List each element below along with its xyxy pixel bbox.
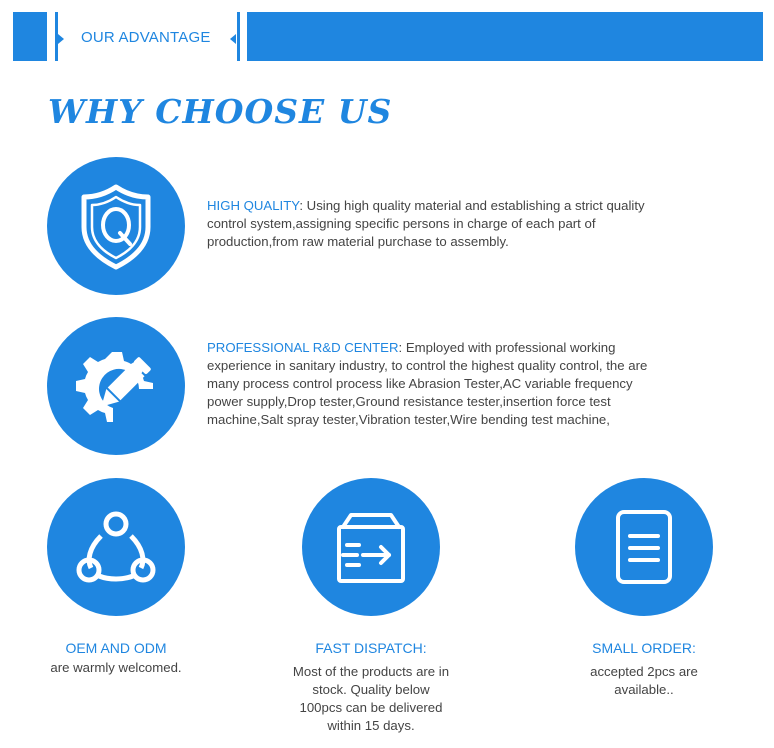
column-icon-circle	[47, 478, 185, 616]
gear-pencil-icon	[74, 344, 158, 428]
feature-icon-circle	[47, 317, 185, 455]
feature-description: : Using high quality material and establishing a strict quality control system,assigning specific persons in charge of each part of production,from raw material purchase to assembly.	[207, 198, 645, 249]
column-description: accepted 2pcs are available..	[590, 664, 698, 697]
banner-arrow-left	[230, 34, 236, 44]
feature-description: : Employed with professional working experience in sanitary industry, to control the highest quality control, the are many process control process like Abrasion Tester,AC variable frequency power supply,Drop tester,Ground resistance tester,insertion force test machine,Salt spray tester,Vibration tester,Wire bending test machine,	[207, 340, 648, 427]
column-title: FAST DISPATCH:	[315, 640, 427, 656]
banner-left-block	[13, 12, 47, 61]
page-title: WHY CHOOSE US	[48, 92, 393, 131]
column-icon-circle	[302, 478, 440, 616]
column-title: OEM AND ODM	[65, 640, 167, 656]
column-description: Most of the products are in stock. Quality below 100pcs can be delivered within 15 days.	[292, 664, 450, 733]
column-icon-circle	[575, 478, 713, 616]
feature-title: HIGH QUALITY	[207, 198, 300, 213]
feature-rd-center	[207, 339, 662, 429]
column-title: SMALL ORDER:	[592, 640, 696, 656]
banner-right-block	[247, 12, 763, 61]
feature-high-quality	[207, 197, 662, 251]
feature-icon-circle	[47, 157, 185, 295]
feature-title: PROFESSIONAL R&D CENTER	[207, 340, 399, 355]
dispatch-box-icon	[333, 509, 409, 585]
banner-label: OUR ADVANTAGE	[81, 29, 211, 46]
document-icon	[612, 506, 676, 588]
banner-divider-line	[237, 12, 240, 61]
banner-arrow-right	[58, 34, 64, 44]
network-icon	[75, 510, 157, 584]
column-description: are warmly welcomed.	[50, 660, 182, 675]
shield-q-icon	[76, 181, 156, 271]
